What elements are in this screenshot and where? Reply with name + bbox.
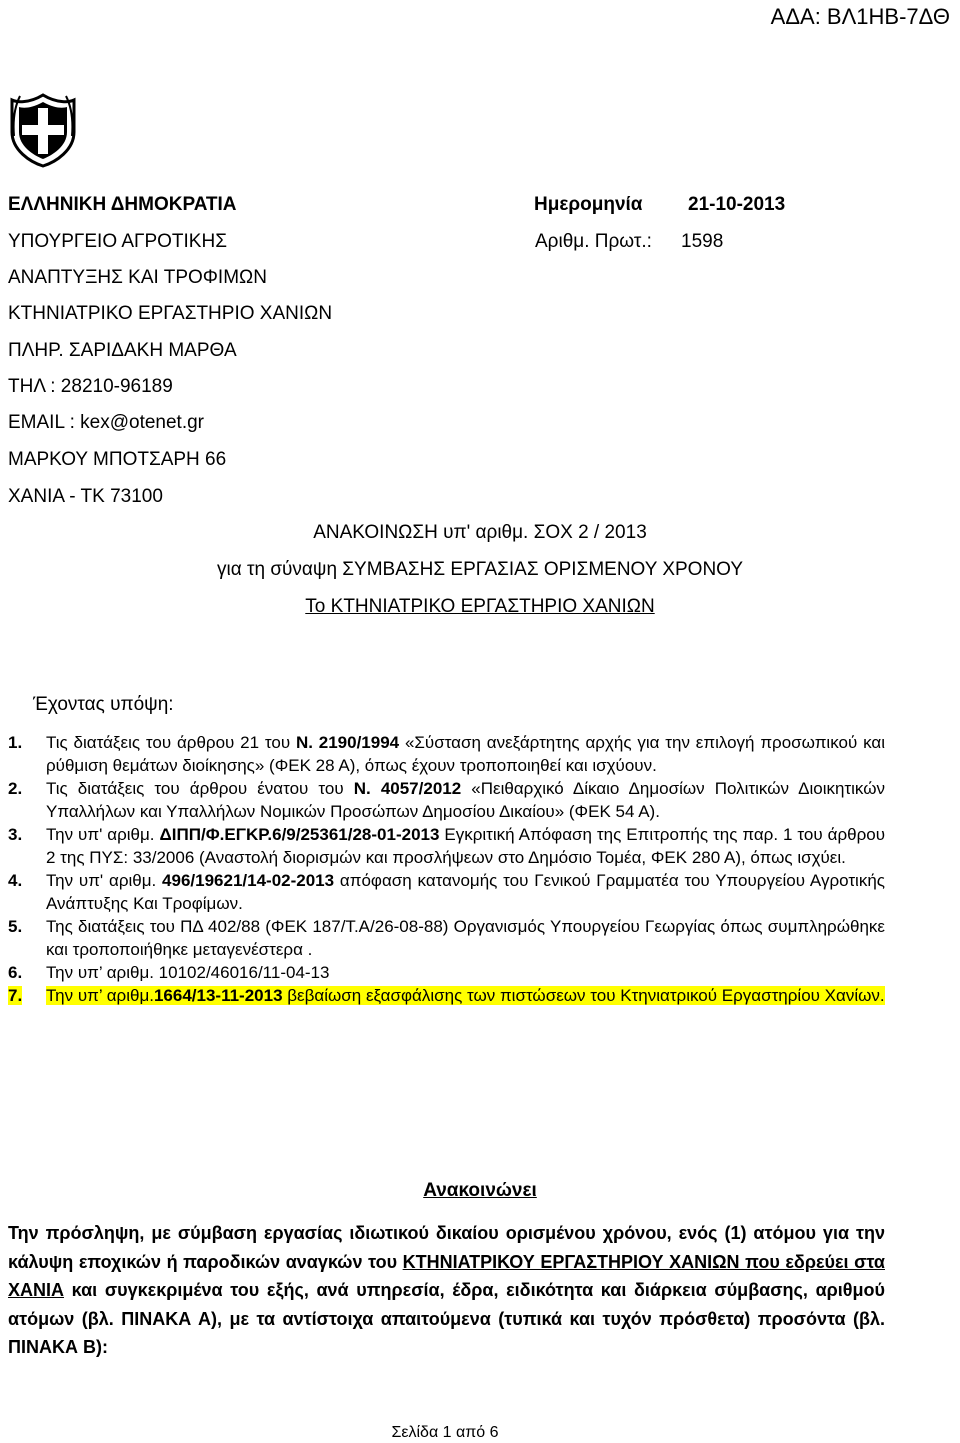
list-item	[8, 915, 885, 961]
decision-reference: 496/19621/14-02-2013	[162, 871, 335, 890]
list-item-text: απόφαση κατανομής του Γενικού Γραμματέα του Υπουργείου Αγροτικής Ανάπτυξης Και Τροφίμων.	[46, 871, 885, 913]
list-item-text: Τις διατάξεις του άρθρου ένατου του	[46, 779, 354, 798]
list-item-text: Την υπ’ αριθμ. 10102/46016/11-04-13	[46, 963, 330, 982]
list-item-text: «Πειθαρχικό Δίκαιο Δημοσίων Πολιτικών Διοικητικών Υπαλλήλων και Υπαλλήλων Νομικών Προσώπων Δημοσίου Δικαίου» (ΦΕΚ 54 Α).	[46, 779, 885, 821]
date-value: 21-10-2013	[688, 194, 786, 215]
list-item-text: βεβαίωση εξασφάλισης των πιστώσεων του Κτηνιατρικού Εργαστηρίου Χανίων.	[282, 986, 885, 1005]
list-item-highlighted	[8, 984, 885, 1007]
considerations-list	[8, 731, 885, 1007]
announcement-subject: για τη σύναψη ΣΥΜΒΑΣΗΣ ΕΡΓΑΣΙΑΣ ΟΡΙΣΜΕΝΟΥ ΧΡΟΝΟΥ	[216, 559, 744, 580]
list-item	[8, 777, 885, 823]
law-reference: Ν. 4057/2012	[353, 779, 462, 798]
list-item-number: 1.	[8, 733, 23, 752]
list-item	[8, 961, 885, 984]
list-item-text: Της διατάξεις του ΠΔ 402/88 (ΦΕΚ 187/Τ.Α/26-08-88) Οργανισμός Υπουργείου Γεωργίας όπως συμπληρώθηκε και τροποποιήθηκε μεταγενέστερα .	[46, 917, 885, 959]
certificate-reference: 1664/13-11-2013	[153, 986, 283, 1005]
sender-line-5: ΠΛΗΡ. ΣΑΡΙΔΑΚΗ ΜΑΡΘΑ	[8, 340, 237, 361]
list-item-text: Τις διατάξεις του άρθρου 21 του	[46, 733, 296, 752]
sender-email: EMAIL : kex@otenet.gr	[8, 412, 205, 433]
list-item-number: 3.	[8, 825, 23, 844]
paragraph-text: και συγκεκριμένα του εξής, ανά υπηρεσία, έδρα, ειδικότητα και διάρκεια σύμβασης, αριθμού ατόμων (βλ. ΠΙΝΑΚΑ Α), με τα αντίστοιχα απαιτούμενα (τυπικά και τυχόν πρόσθετα) προσόντα (βλ. ΠΙΝΑΚΑ Β):	[8, 1280, 885, 1357]
list-item-text: Την υπ’ αριθμ.	[46, 986, 154, 1005]
sender-city: ΧΑΝΙΑ - ΤΚ 73100	[8, 486, 163, 507]
greek-coat-of-arms-icon	[8, 92, 78, 168]
sender-phone: ΤΗΛ : 28210-96189	[8, 376, 173, 397]
protocol-value: 1598	[681, 231, 724, 252]
list-item-number: 2.	[8, 779, 23, 798]
sender-line-2: ΥΠΟΥΡΓΕΙΟ ΑΓΡΟΤΙΚΗΣ	[8, 231, 227, 252]
law-reference: Ν. 2190/1994	[295, 733, 400, 752]
main-paragraph	[8, 1219, 885, 1362]
list-item-text: «Σύσταση ανεξάρτητης αρχής για την επιλογή προσωπικού και ρύθμιση θεμάτων διοίκησης» (ΦΕΚ 28 Α), όπως έχουν τροποποιηθεί και ισχύουν.	[46, 733, 885, 775]
sender-line-3: ΑΝΑΠΤΥΞΗΣ ΚΑΙ ΤΡΟΦΙΜΩΝ	[8, 267, 267, 288]
paragraph-text: Την πρόσληψη, με σύμβαση εργασίας ιδιωτικού δικαίου ορισμένου χρόνου, ενός (1) ατόμου για την κάλυψη εποχικών ή παροδικών αναγκών του	[8, 1223, 885, 1272]
announces-heading: Ανακοινώνει	[423, 1180, 537, 1201]
paragraph-underlined-text: ΚΤΗΝΙΑΤΡΙΚΟΥ ΕΡΓΑΣΤΗΡΙΟΥ ΧΑΝΙΩΝ που εδρεύει στα ΧΑΝΙΑ	[8, 1251, 885, 1300]
sender-line-1: ΕΛΛΗΝΙΚΗ ΔΗΜΟΚΡΑΤΙΑ	[8, 194, 237, 215]
list-item	[8, 731, 885, 777]
decision-reference: ΔΙΠΠ/Φ.ΕΓΚΡ.6/9/25361/28-01-2013	[159, 825, 440, 844]
list-item	[8, 823, 885, 869]
announcement-issuer: Το ΚΤΗΝΙΑΤΡΙΚΟ ΕΡΓΑΣΤΗΡΙΟ ΧΑΝΙΩΝ	[305, 596, 655, 617]
sender-line-4: ΚΤΗΝΙΑΤΡΙΚΟ ΕΡΓΑΣΤΗΡΙΟ ΧΑΝΙΩΝ	[8, 303, 333, 324]
list-item-text: Την υπ' αριθμ.	[46, 825, 160, 844]
protocol-label: Αριθμ. Πρωτ.:	[535, 231, 652, 252]
list-item-number: 6.	[8, 963, 23, 982]
list-item	[8, 869, 885, 915]
sender-address: ΜΑΡΚΟΥ ΜΠΟΤΣΑΡΗ 66	[8, 449, 227, 470]
list-item-text: Εγκριτική Απόφαση της Επιτροπής της παρ. 1 του άρθρου 2 της ΠΥΣ: 33/2006 (Αναστολή διορισμών και προσλήψεων στο Δημόσιο Τομέα, ΦΕΚ 280 Α), όπως ισχύει.	[46, 825, 885, 867]
date-label: Ημερομηνία	[534, 194, 643, 215]
list-item-number: 7.	[8, 986, 23, 1005]
considering-label: Έχοντας υπόψη:	[33, 694, 174, 715]
ada-code: ΑΔΑ: ΒΛ1ΗΒ-7ΔΘ	[770, 4, 950, 29]
list-item-number: 5.	[8, 917, 23, 936]
announcement-number: ΑΝΑΚΟΙΝΩΣΗ υπ' αριθμ. ΣΟΧ 2 / 2013	[313, 522, 647, 543]
page-number: Σελίδα 1 από 6	[391, 1424, 499, 1441]
list-item-text: Την υπ' αριθμ.	[46, 871, 163, 890]
list-item-number: 4.	[8, 871, 23, 890]
